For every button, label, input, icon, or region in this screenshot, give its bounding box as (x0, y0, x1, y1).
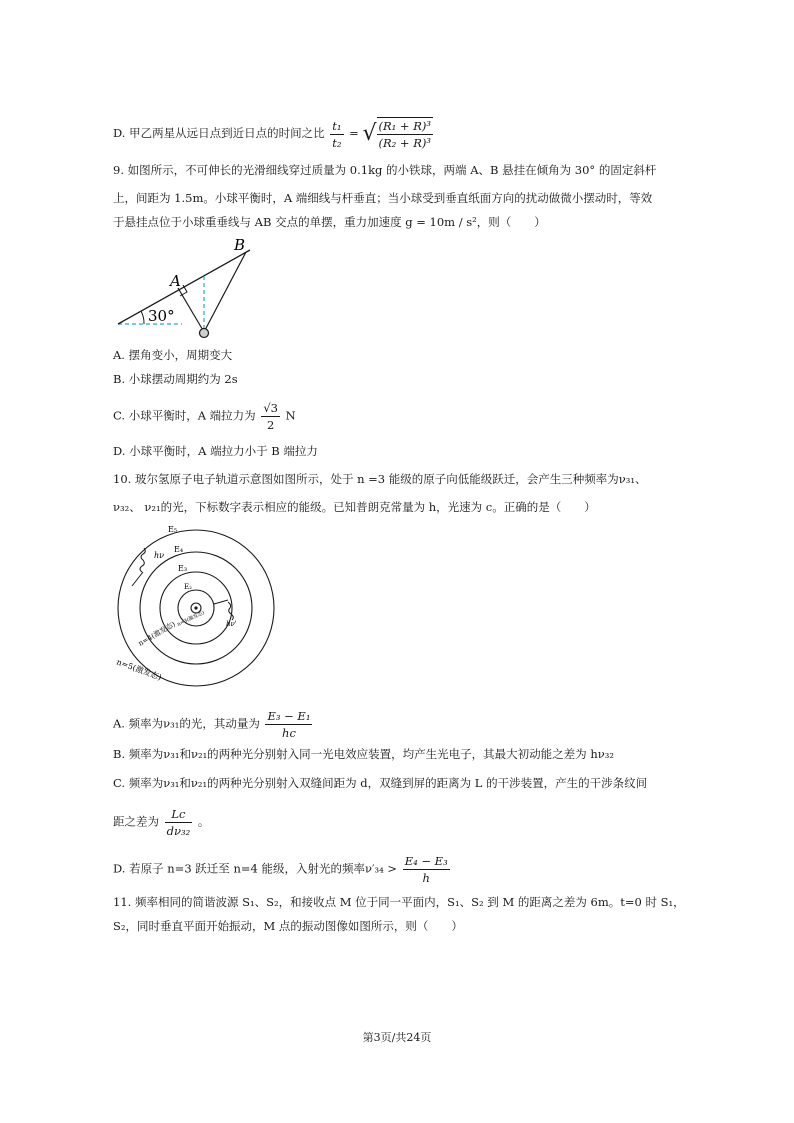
equals-sign: = (349, 126, 359, 140)
q8-ratio-denominator: t₂ (332, 135, 342, 150)
q10-option-d (113, 853, 452, 886)
q10-option-a-fraction (265, 708, 312, 741)
q9-option-c-fraction (261, 400, 280, 433)
q9-option-c-unit: N (285, 408, 296, 423)
q9-stem-line1: 9. 如图所示，不可伸长的光滑细线穿过质量为 0.1kg 的小铁球，两端 A、B 悬挂在倾角为 30° 的固定斜杆 (113, 163, 657, 177)
q10-option-a-numerator: E₃ − E₁ (267, 709, 311, 723)
q10-option-b: B. 频率为ν₃₁和ν₂₁的两种光分别射入同一光电效应装置，均产生光电子，其最大初动能之差为 hν₃₂ (113, 747, 614, 761)
q8-time-ratio (330, 118, 343, 151)
q10-option-c-denominator: dν₃₂ (166, 824, 191, 838)
label-b: B (234, 236, 246, 254)
angle-label: 30° (148, 307, 175, 325)
q9-option-c (113, 400, 296, 433)
q10-option-a-denominator: hc (282, 726, 296, 740)
q9-stem-line3: 于悬挂点位于小球重垂线与 AB 交点的单摆，重力加速度 g = 10m / s²，则（ ） (113, 215, 546, 229)
q10-option-c-numerator: Lc (165, 806, 193, 823)
q10-option-d-text: D. 若原子 n=3 跃迁至 n=4 能级，入射光的频率ν′₃₄ > (113, 861, 398, 876)
angle-arc (141, 311, 144, 324)
q10-option-d-numerator: E₄ − E₃ (404, 854, 448, 868)
label-e5: E₅ (168, 525, 178, 534)
q10-option-c-line1: C. 频率为ν₃₁和ν₂₁的两种光分别射入双缝间距为 d，双缝到屏的距离为 L 的干涉装置，产生的干涉条纹间 (113, 776, 648, 790)
q10-stem-line1: 10. 玻尔氢原子电子轨道示意图如图所示，处于 n =3 能级的原子向低能级跃迁，会产生三种频率为ν₃₁、 (113, 472, 647, 486)
label-n3: n=3(激发态) (176, 609, 206, 628)
q10-bohr-orbit-figure (110, 522, 280, 692)
q9-option-d: D. 小球平衡时，A 端拉力小于 B 端拉力 (113, 444, 318, 458)
q9-stem-line2: 上，间距为 1.5m。小球平衡时，A 端细线与杆垂直；当小球受到垂直纸面方向的扰动做微小摆动时，等效 (113, 191, 653, 205)
q9-pendulum-figure (110, 236, 270, 346)
q8-option-d-text: D. 甲乙两星从远日点到近日点的时间之比 (113, 126, 325, 140)
q11-stem-line1: 11. 频率相同的简谐波源 S₁、S₂，和接收点 M 位于同一平面内，S₁、S₂ 到 M 的距离之差为 6m。t=0 时 S₁， (113, 895, 685, 909)
label-n4: n=4(激发态) (137, 620, 177, 648)
label-e4: E₄ (174, 545, 184, 554)
q10-option-c-line2 (113, 806, 209, 839)
q8-sqrt-fraction (377, 117, 433, 151)
q10-option-d-denominator: h (422, 871, 430, 885)
q9-option-c-numerator: √3 (263, 401, 278, 415)
label-n5: n=5(激发态) (115, 657, 163, 683)
q9-option-c-text: C. 小球平衡时，A 端拉力为 (113, 408, 256, 423)
q10-option-d-fraction (403, 853, 450, 886)
sqrt-sign: √ (362, 121, 377, 146)
q9-option-b: B. 小球摆动周期约为 2s (113, 372, 238, 386)
q8-sqrt-denominator: (R₂ + R)³ (378, 136, 431, 150)
q10-option-c-fraction (165, 806, 193, 839)
nucleus-dot (194, 606, 197, 609)
q10-option-c-text: 距之差为 (113, 814, 159, 829)
q11-stem-line2: S₂，同时垂直平面开始振动，M 点的振动图像如图所示，则（ ） (113, 919, 463, 933)
q9-option-c-denominator: 2 (266, 418, 275, 432)
photon-arrow-inner (214, 600, 228, 604)
q10-option-c-suffix: 。 (197, 814, 210, 829)
q8-option-d (113, 117, 435, 151)
label-hv: hν (154, 551, 165, 560)
q10-option-a-text: A. 频率为ν₃₁的光，其动量为 (113, 716, 260, 731)
label-a: A (170, 272, 181, 290)
q8-sqrt-numerator: (R₁ + R)³ (378, 119, 431, 133)
q10-stem-line2: ν₃₂、 ν₂₁的光，下标数字表示相应的能级。已知普朗克常量为 h，光速为 c。正确的是（ ） (113, 500, 596, 514)
q10-option-a (113, 708, 314, 741)
q8-ratio-numerator: t₁ (332, 118, 342, 133)
label-e2: E₂ (184, 583, 192, 591)
q9-option-a: A. 摆角变小，周期变大 (113, 348, 233, 362)
label-hv-prime: hν' (226, 620, 237, 628)
iron-ball (200, 329, 209, 338)
photon-arrow-outer (132, 572, 143, 586)
label-e3: E₃ (178, 564, 188, 573)
page-footer: 第3页/共24页 (362, 1031, 432, 1044)
